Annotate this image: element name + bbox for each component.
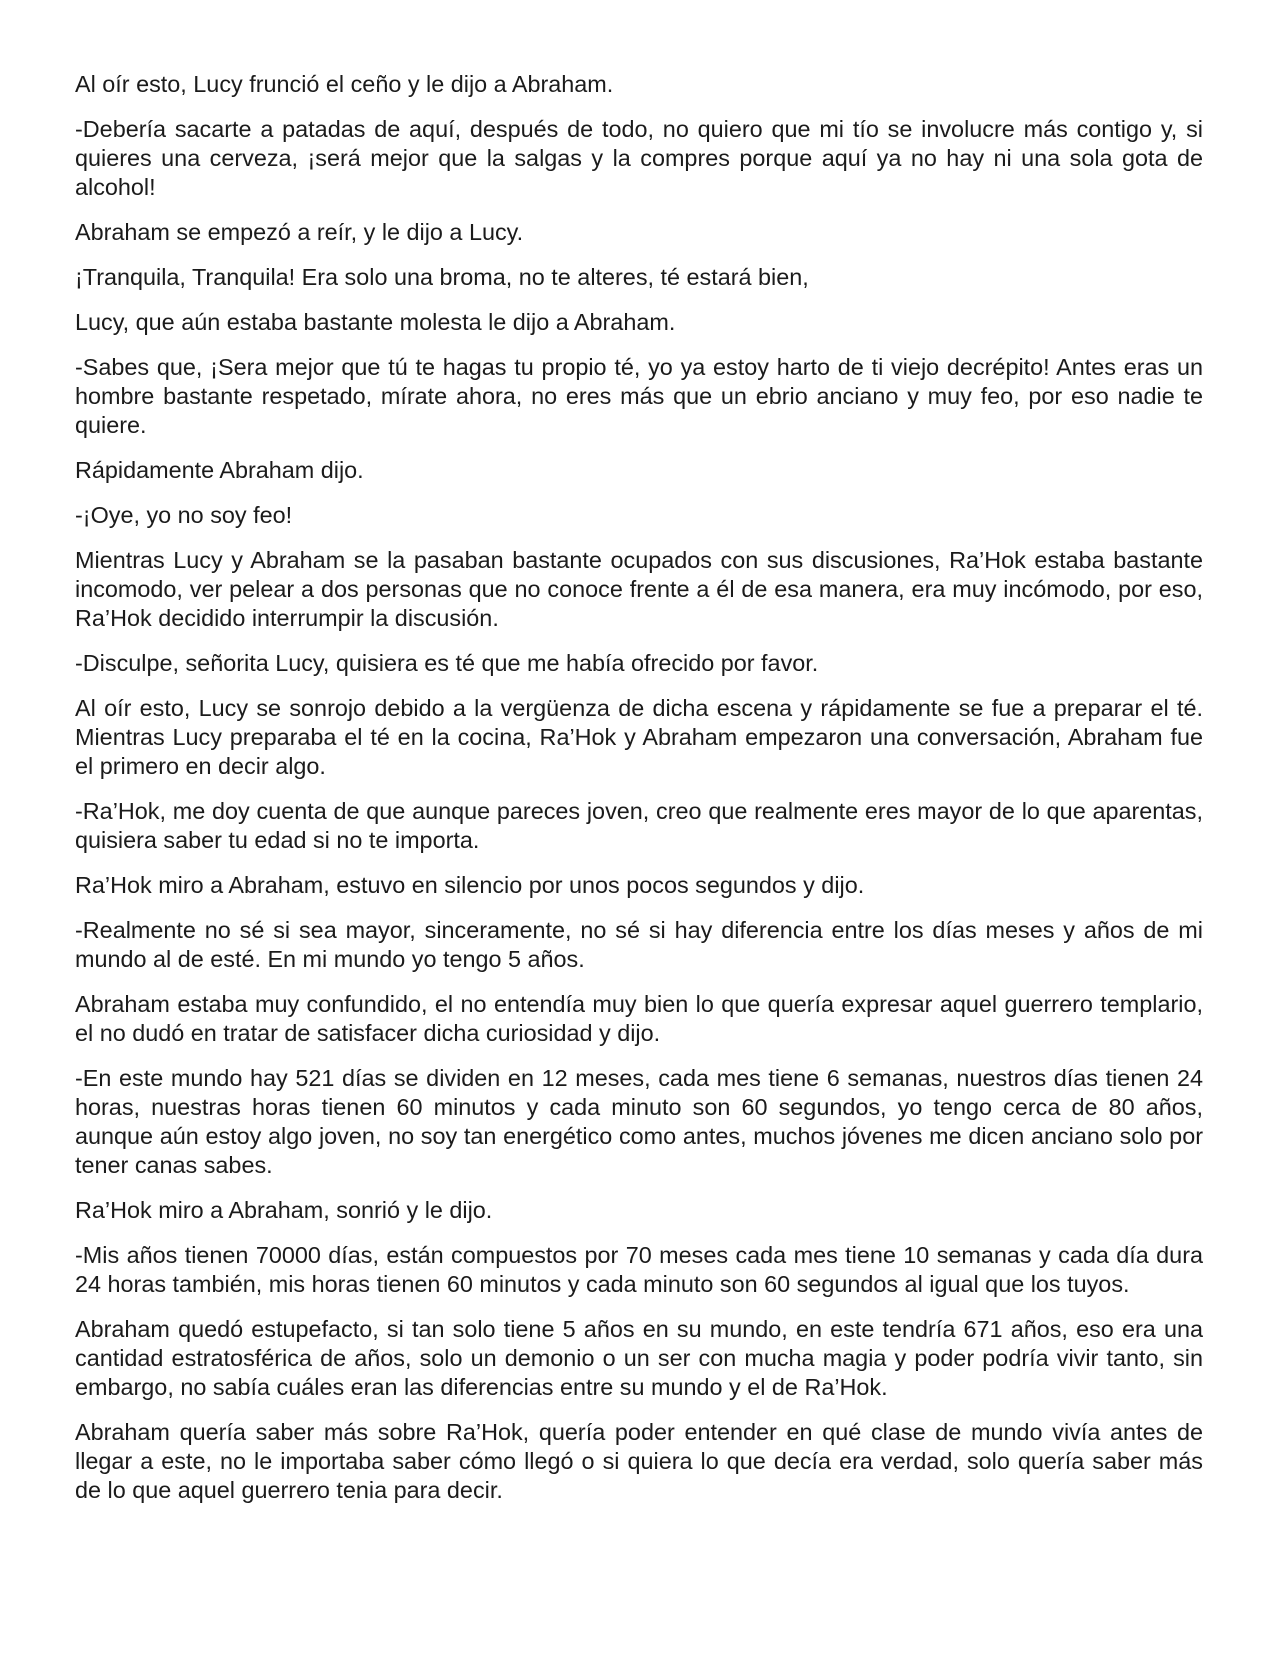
- paragraph: Ra’Hok miro a Abraham, estuvo en silencio por unos pocos segundos y dijo.: [75, 872, 865, 898]
- paragraph: Mientras Lucy y Abraham se la pasaban bastante ocupados con sus discusiones, Ra’Hok estaba bastante incomodo, ver pelear a dos personas que no conoce frente a él de esa manera, era muy incómodo, por eso, Ra’Hok decidido interrumpir la discusión.: [75, 547, 1203, 631]
- paragraph: -Sabes que, ¡Sera mejor que tú te hagas tu propio té, yo ya estoy harto de ti viejo decrépito! Antes eras un hombre bastante respetado, mírate ahora, no eres más que un ebrio anciano y muy feo, por eso nadie te quiere.: [75, 354, 1203, 438]
- paragraph: -Disculpe, señorita Lucy, quisiera es té que me había ofrecido por favor.: [75, 650, 819, 676]
- paragraph: Ra’Hok miro a Abraham, sonrió y le dijo.: [75, 1197, 493, 1223]
- paragraph: Al oír esto, Lucy frunció el ceño y le dijo a Abraham.: [75, 71, 614, 97]
- paragraph: Rápidamente Abraham dijo.: [75, 457, 364, 483]
- paragraph: Abraham estaba muy confundido, el no entendía muy bien lo que quería expresar aquel guerrero templario, el no dudó en tratar de satisfacer dicha curiosidad y dijo.: [75, 991, 1203, 1046]
- paragraph: Lucy, que aún estaba bastante molesta le dijo a Abraham.: [75, 309, 676, 335]
- paragraph: -Ra’Hok, me doy cuenta de que aunque pareces joven, creo que realmente eres mayor de lo que aparentas, quisiera saber tu edad si no te importa.: [75, 798, 1203, 853]
- paragraph: Al oír esto, Lucy se sonrojo debido a la vergüenza de dicha escena y rápidamente se fue a preparar el té. Mientras Lucy preparaba el té en la cocina, Ra’Hok y Abraham empezaron una conversación, Abraham fue el primero en decir algo.: [75, 695, 1203, 779]
- document-page: [75, 70, 1203, 1521]
- paragraph: Abraham se empezó a reír, y le dijo a Lucy.: [75, 219, 524, 245]
- paragraph: -En este mundo hay 521 días se dividen en 12 meses, cada mes tiene 6 semanas, nuestros días tienen 24 horas, nuestras horas tienen 60 minutos y cada minuto son 60 segundos, yo tengo cerca de 80 años, aunque aún estoy algo joven, no soy tan energético como antes, muchos jóvenes me dicen anciano solo por tener canas sabes.: [75, 1065, 1203, 1178]
- paragraph: ¡Tranquila, Tranquila! Era solo una broma, no te alteres, té estará bien,: [75, 264, 809, 290]
- paragraph: Abraham quería saber más sobre Ra’Hok, quería poder entender en qué clase de mundo vivía antes de llegar a este, no le importaba saber cómo llegó o si quiera lo que decía era verdad, solo quería saber más de lo que aquel guerrero tenia para decir.: [75, 1419, 1203, 1503]
- paragraph: -¡Oye, yo no soy feo!: [75, 502, 293, 528]
- paragraph: Abraham quedó estupefacto, si tan solo tiene 5 años en su mundo, en este tendría 671 años, eso era una cantidad estratosférica de años, solo un demonio o un ser con mucha magia y poder podría vivir tanto, sin embargo, no sabía cuáles eran las diferencias entre su mundo y el de Ra’Hok.: [75, 1316, 1203, 1400]
- paragraph: -Debería sacarte a patadas de aquí, después de todo, no quiero que mi tío se involucre más contigo y, si quieres una cerveza, ¡será mejor que la salgas y la compres porque aquí ya no hay ni una sola gota de alcohol!: [75, 116, 1203, 200]
- paragraph: -Realmente no sé si sea mayor, sinceramente, no sé si hay diferencia entre los días meses y años de mi mundo al de esté. En mi mundo yo tengo 5 años.: [75, 917, 1203, 972]
- paragraph: -Mis años tienen 70000 días, están compuestos por 70 meses cada mes tiene 10 semanas y cada día dura 24 horas también, mis horas tienen 60 minutos y cada minuto son 60 segundos al igual que los tuyos.: [75, 1242, 1203, 1297]
